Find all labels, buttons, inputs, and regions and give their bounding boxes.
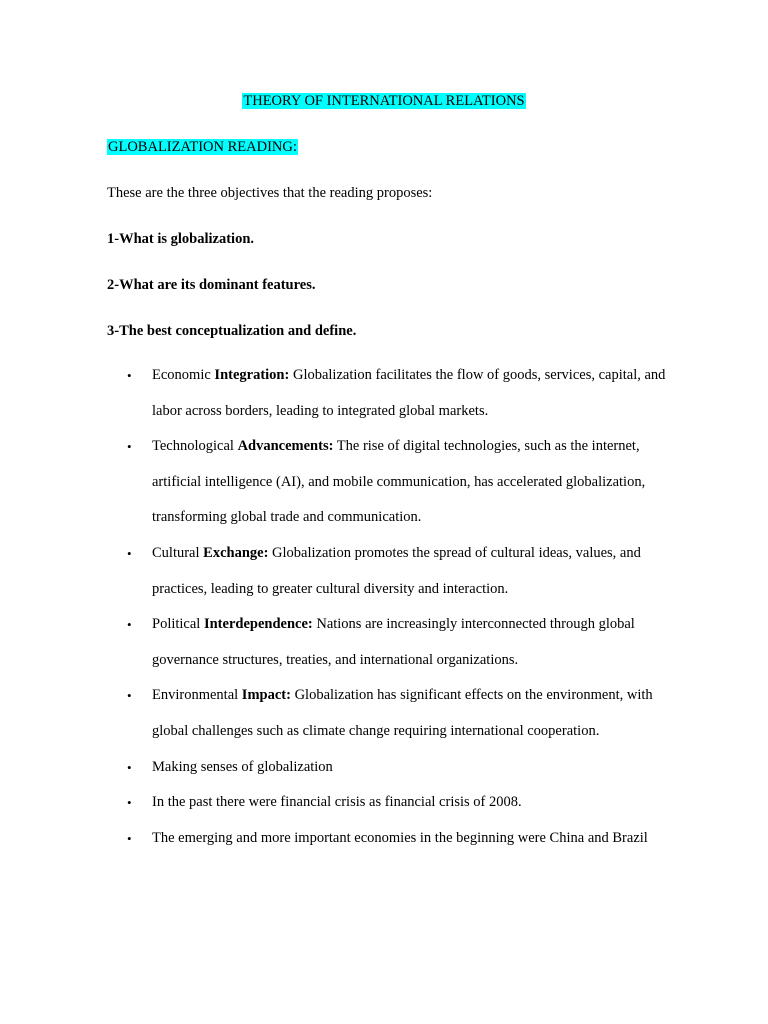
- bullet-list: [107, 358, 667, 856]
- bullet-rest: Globalization facilitates the flow of goods, services, capital, and labor across borders, leading to integrated global markets.: [152, 367, 666, 419]
- bullet-text: [152, 367, 665, 419]
- bullet-bold-term: Impact:: [241, 687, 291, 704]
- bullet-prefix: Making senses of globalization: [152, 758, 333, 775]
- bullet-prefix: The emerging and more important economies in the beginning were China and Brazil: [152, 829, 648, 846]
- list-item: [107, 607, 667, 678]
- bullet-text: [152, 438, 645, 525]
- bullet-icon: •: [127, 545, 132, 561]
- objective-1: 1-What is globalization.: [107, 231, 255, 247]
- bullet-rest: The rise of digital technologies, such as the internet, artificial intelligence (AI), and mobile communication, has accelerated globalization, transforming global trade and communication.: [152, 438, 646, 526]
- list-item: [107, 821, 667, 857]
- bullet-icon: •: [127, 830, 132, 846]
- section-heading: GLOBALIZATION READING:: [108, 139, 297, 155]
- list-item: [107, 678, 667, 749]
- bullet-text: [152, 830, 648, 846]
- document-title: THEORY OF INTERNATIONAL RELATIONS: [243, 93, 525, 109]
- bullet-icon: •: [127, 439, 132, 455]
- bullet-icon: •: [127, 368, 132, 383]
- list-item: [107, 358, 667, 429]
- bullet-prefix: Cultural: [152, 544, 204, 561]
- list-item: [107, 785, 667, 821]
- bullet-icon: •: [127, 617, 132, 633]
- bullet-rest: Globalization promotes the spread of cultural ideas, values, and practices, leading to greater cultural diversity and interaction.: [152, 544, 641, 597]
- section-heading-line: [107, 137, 298, 157]
- bullet-text: [152, 794, 522, 810]
- bullet-bold-term: Integration:: [214, 367, 290, 383]
- objective-3: 3-The best conceptualization and define.: [107, 323, 357, 339]
- bullet-prefix: In the past there were financial crisis as financial crisis of 2008.: [152, 794, 522, 811]
- list-item: [107, 750, 667, 786]
- bullet-bold-term: Exchange:: [203, 544, 269, 561]
- bullet-bold-term: Interdependence:: [203, 616, 313, 633]
- bullet-prefix: Environmental: [152, 687, 242, 704]
- bullet-prefix: Technological: [152, 438, 238, 455]
- bullet-rest: Nations are increasingly interconnected through global governance structures, treaties, and international organizations.: [152, 616, 635, 668]
- bullet-text: [152, 687, 653, 739]
- bullet-icon: •: [127, 795, 132, 811]
- intro-paragraph: These are the three objectives that the reading proposes:: [107, 185, 433, 201]
- bullet-prefix: Economic: [152, 367, 215, 383]
- bullet-text: [152, 545, 641, 597]
- bullet-bold-term: Advancements:: [237, 438, 334, 455]
- bullet-text: [152, 616, 635, 668]
- objective-2: 2-What are its dominant features.: [107, 277, 316, 293]
- bullet-icon: •: [127, 759, 132, 775]
- document-title-line: [0, 91, 768, 111]
- list-item: [107, 429, 667, 536]
- bullet-rest: Globalization has significant effects on the environment, with global challenges such as climate change requiring international cooperation.: [152, 687, 653, 739]
- bullet-text: [152, 759, 333, 775]
- bullet-prefix: Political: [152, 616, 204, 633]
- bullet-icon: •: [127, 688, 132, 704]
- list-item: [107, 536, 667, 607]
